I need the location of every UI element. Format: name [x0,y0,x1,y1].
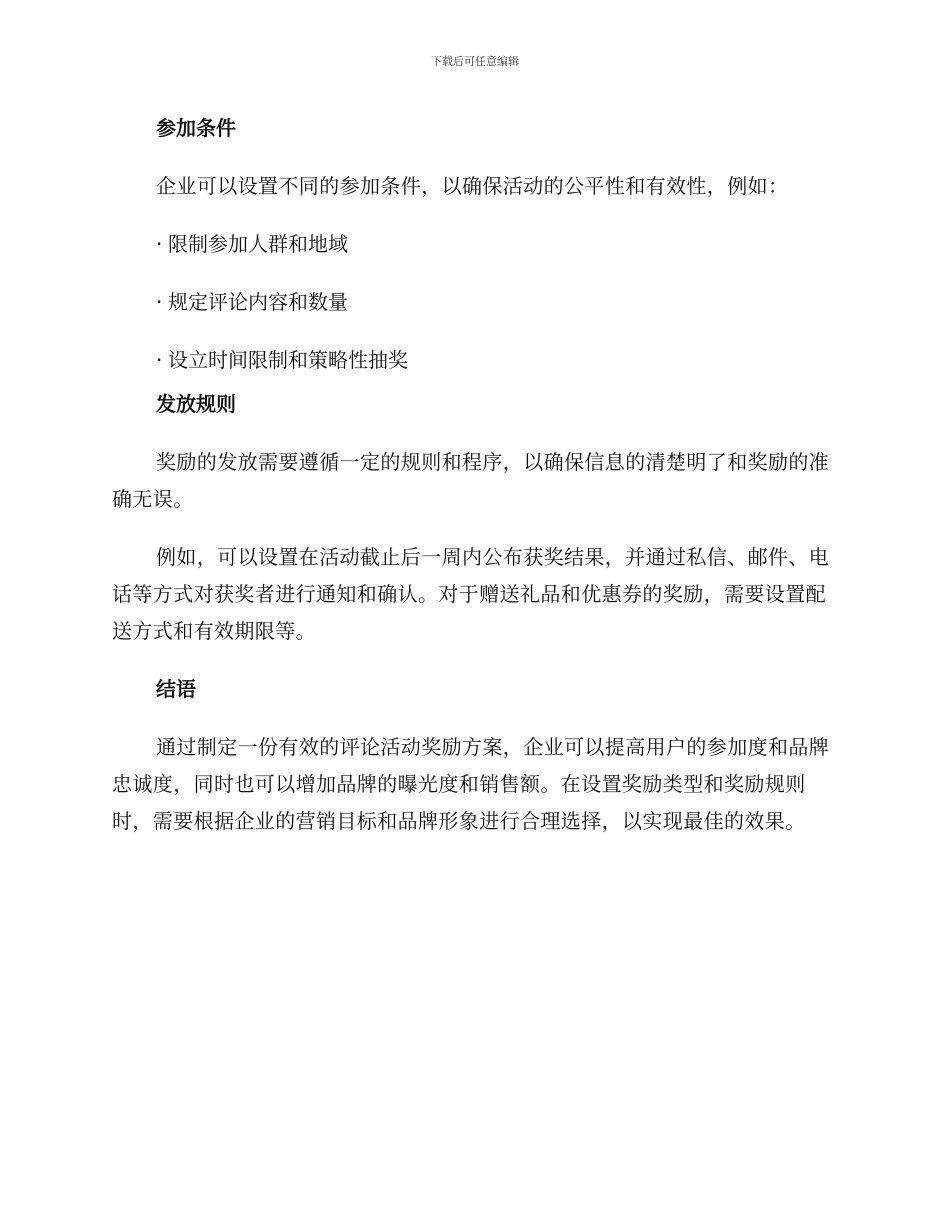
section-heading-conclusion: 结语 [156,677,196,701]
conclusion-paragraph: 通过制定一份有效的评论活动奖励方案，企业可以提高用户的参加度和品牌忠诚度，同时也可以增加品牌的曝光度和销售额。在设置奖励类型和奖励规则时，需要根据企业的营销目标和品牌形象进行合理选择，以实现最佳的效果。 [112,735,830,833]
bullet-item [156,342,832,378]
section-heading-distribution: 发放规则 [156,392,236,416]
bullet-dot: · [156,290,163,314]
page-header-note: 下载后可任意编辑 [431,55,519,68]
document-body [112,110,832,861]
bullet-item [156,284,832,320]
bullet-item [156,226,832,262]
participation-intro-paragraph: 企业可以设置不同的参加条件，以确保活动的公平性和有效性，例如： [156,174,789,198]
bullet-text: 限制参加人群和地域 [168,232,348,256]
distribution-paragraph-1: 奖励的发放需要遵循一定的规则和程序，以确保信息的清楚明了和奖励的准确无误。 [112,450,830,511]
distribution-paragraph-2: 例如，可以设置在活动截止后一周内公布获奖结果，并通过私信、邮件、电话等方式对获奖者进行通知和确认。对于赠送礼品和优惠券的奖励，需要设置配送方式和有效期限等。 [112,545,830,643]
bullet-dot: · [156,232,163,256]
bullet-dot: · [156,348,163,372]
bullet-text: 设立时间限制和策略性抽奖 [168,348,408,372]
section-heading-participation: 参加条件 [156,116,236,140]
bullet-text: 规定评论内容和数量 [168,290,348,314]
